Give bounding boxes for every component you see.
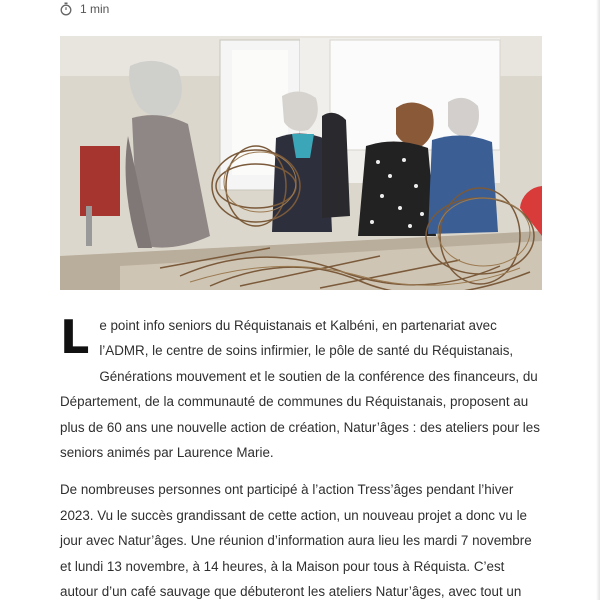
- paragraph-intro-text: e point info seniors du Réquistanais et Kalbéni, en partenariat avec l’ADMR, le centre de soins infirmier, le pôle de santé du Réquistanais, Générations mouvement et le soutien de la conférence des financeurs, du Département, de la communauté de communes du Réquistanais, proposent au plus de 60 ans une nouvelle action de création, Natur’âges : des ateliers pour les seniors animés par Laurence Marie.: [60, 318, 540, 461]
- stopwatch-icon: [60, 2, 72, 16]
- paragraph-intro: [60, 310, 544, 465]
- article-body: [60, 310, 544, 616]
- article-photo: [60, 36, 542, 290]
- paragraph-second: De nombreuses personnes ont participé à l’action Tress’âges pendant l’hiver 2023. Vu le succès grandissant de cette action, un nouveau projet a donc vu le jour avec Natur’âges. Une réunion d’information aura lieu les mardi 7 novembre et lundi 13 novembre, à 14 heures, à la Maison pour tous à Réquista. C’est autour d’un café sauvage que débuteront les ateliers Natur’âges, avec tout un: [60, 482, 532, 600]
- page-edge-shadow: [596, 0, 600, 600]
- drop-cap: L: [60, 310, 90, 364]
- article-meta: [60, 0, 109, 18]
- read-time: 1 min: [80, 2, 110, 16]
